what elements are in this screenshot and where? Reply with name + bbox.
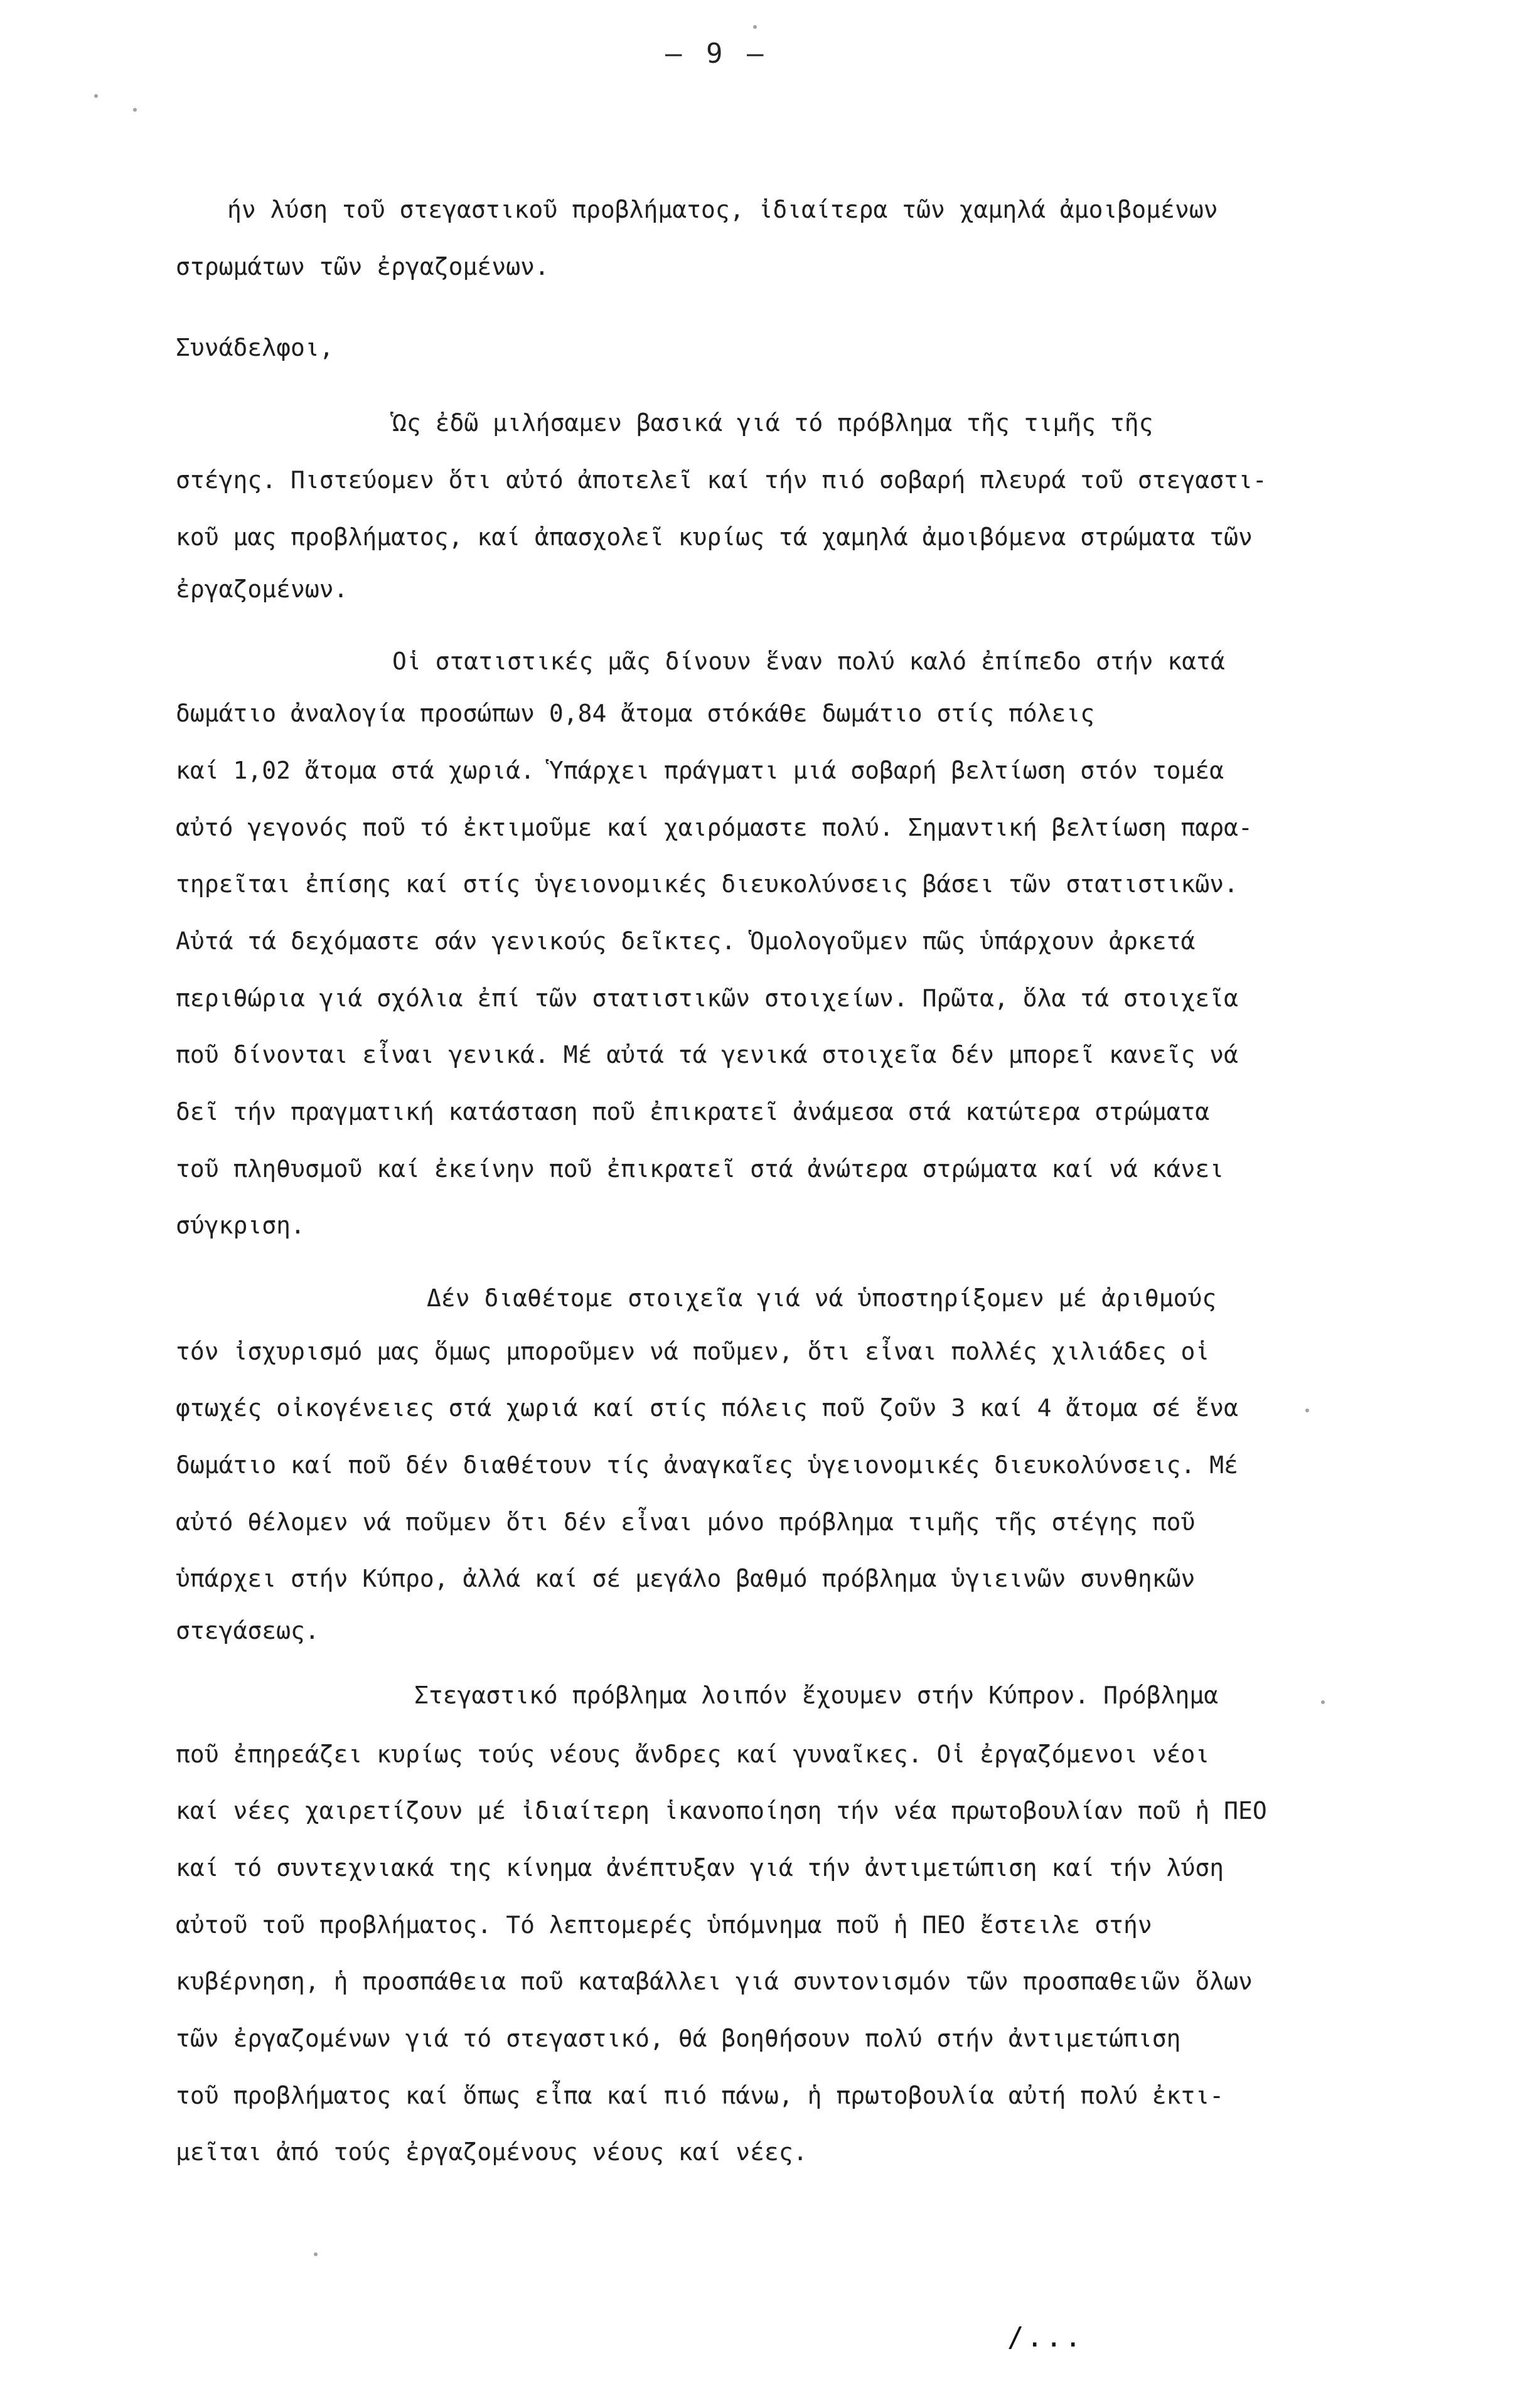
text-line: τῶν ἐργαζομένων γιά τό στεγαστικό, θά βοηθήσουν πολύ στήν ἀντιμετώπιση [176, 2025, 1181, 2052]
scan-speck [1321, 1700, 1325, 1704]
text-line: Οἱ στατιστικές μᾶς δίνουν ἕναν πολύ καλό ἐπίπεδο στήν κατά [392, 647, 1225, 675]
text-line: τοῦ προβλήματος καί ὅπως εἶπα καί πιό πάνω, ἡ πρωτοβουλία αὐτή πολύ ἐκτι- [176, 2082, 1224, 2109]
text-line: μεῖται ἀπό τούς ἐργαζομένους νέους καί νέες. [176, 2138, 808, 2166]
text-line: δωμάτιο καί ποῦ δέν διαθέτουν τίς ἀναγκαῖες ὑγειονομικές διευκολύνσεις. Μέ [176, 1451, 1238, 1479]
text-line: στεγάσεως. [176, 1617, 319, 1644]
text-line: αὐτοῦ τοῦ προβλήματος. Τό λεπτομερές ὑπόμνημα ποῦ ἡ ΠΕΟ ἔστειλε στήν [176, 1911, 1152, 1939]
text-line: Δέν διαθέτομε στοιχεῖα γιά νά ὑποστηρίξομεν μέ ἀριθμούς [427, 1284, 1217, 1312]
text-line: στρωμάτων τῶν ἐργαζομένων. [176, 253, 549, 280]
text-line: τοῦ πληθυσμοῦ καί ἐκείνην ποῦ ἐπικρατεῖ στά ἀνώτερα στρώματα καί νά κάνει [176, 1155, 1224, 1183]
scan-speck [94, 94, 98, 98]
text-line: κοῦ μας προβλήματος, καί ἀπασχολεῖ κυρίως τά χαμηλά ἀμοιβόμενα στρώματα τῶν [176, 523, 1253, 551]
text-line: ήν λύση τοῦ στεγαστικοῦ προβλήματος, ἰδιαίτερα τῶν χαμηλά ἀμοιβομένων [227, 196, 1218, 223]
text-line: τηρεῖται ἐπίσης καί στίς ὑγειονομικές διευκολύνσεις βάσει τῶν στατιστικῶν. [176, 870, 1238, 898]
text-line: τόν ἰσχυρισμό μας ὅμως μποροῦμεν νά ποῦμεν, ὅτι εἶναι πολλές χιλιάδες οἱ [176, 1338, 1210, 1365]
text-line: αὐτό γεγονός ποῦ τό ἐκτιμοῦμε καί χαιρόμαστε πολύ. Σημαντική βελτίωση παρα- [176, 814, 1253, 841]
text-line: δεῖ τήν πραγματική κατάσταση ποῦ ἐπικρατεῖ ἀνάμεσα στά κατώτερα στρώματα [176, 1098, 1210, 1126]
text-line: ποῦ δίνονται εἶναι γενικά. Μέ αὐτά τά γενικά στοιχεῖα δέν μπορεῖ κανεῖς νά [176, 1041, 1238, 1068]
text-line: φτωχές οἰκογένειες στά χωριά καί στίς πόλεις ποῦ ζοῦν 3 καί 4 ἄτομα σέ ἕνα [176, 1394, 1238, 1422]
text-line: δωμάτιο ἀναλογία προσώπων 0,84 ἄτομα στόκάθε δωμάτιο στίς πόλεις [176, 700, 1095, 727]
text-line: Συνάδελφοι, [176, 334, 334, 361]
text-line: καί τό συντεχνιακά της κίνημα ἀνέπτυξαν γιά τήν ἀντιμετώπιση καί τήν λύση [176, 1854, 1224, 1882]
text-line: καί νέες χαιρετίζουν μέ ἰδιαίτερη ἱκανοποίηση τήν νέα πρωτοβουλίαν ποῦ ἡ ΠΕΟ [176, 1797, 1267, 1825]
text-line: ποῦ ἐπηρεάζει κυρίως τούς νέους ἄνδρες καί γυναῖκες. Οἱ ἐργαζόμενοι νέοι [176, 1740, 1210, 1768]
continuation-mark: /... [1007, 2321, 1084, 2353]
text-line: κυβέρνηση, ἡ προσπάθεια ποῦ καταβάλλει γιά συντονισμόν τῶν προσπαθειῶν ὅλων [176, 1968, 1253, 1995]
text-line: περιθώρια γιά σχόλια ἐπί τῶν στατιστικῶν στοιχείων. Πρῶτα, ὅλα τά στοιχεῖα [176, 984, 1238, 1012]
text-line: ὑπάρχει στήν Κύπρο, ἀλλά καί σέ μεγάλο βαθμό πρόβλημα ὑγιεινῶν συνθηκῶν [176, 1565, 1196, 1592]
scan-speck [314, 2252, 318, 2256]
text-line: Ὡς ἐδῶ μιλήσαμεν βασικά γιά τό πρόβλημα τῆς τιμῆς τῆς [392, 409, 1153, 437]
text-line: Στεγαστικό πρόβλημα λοιπόν ἔχουμεν στήν Κύπρον. Πρόβλημα [414, 1681, 1219, 1709]
text-line: σύγκριση. [176, 1212, 305, 1239]
text-line: αὐτό θέλομεν νά ποῦμεν ὅτι δέν εἶναι μόνο πρόβλημα τιμῆς τῆς στέγης ποῦ [176, 1508, 1196, 1536]
scan-speck [753, 25, 757, 29]
scan-speck [1305, 1409, 1309, 1412]
text-line: καί 1,02 ἄτομα στά χωριά. Ὑπάρχει πράγματι μιά σοβαρή βελτίωση στόν τομέα [176, 757, 1224, 784]
text-line: Αὐτά τά δεχόμαστε σάν γενικούς δεῖκτες. Ὁμολογοῦμεν πῶς ὑπάρχουν ἀρκετά [176, 927, 1196, 955]
scan-speck [133, 108, 137, 112]
page-number: – 9 – [665, 38, 768, 70]
text-line: ἐργαζομένων. [176, 575, 348, 603]
text-line: στέγης. Πιστεύομεν ὅτι αὐτό ἀποτελεῖ καί τήν πιό σοβαρή πλευρά τοῦ στεγαστι- [176, 466, 1267, 494]
